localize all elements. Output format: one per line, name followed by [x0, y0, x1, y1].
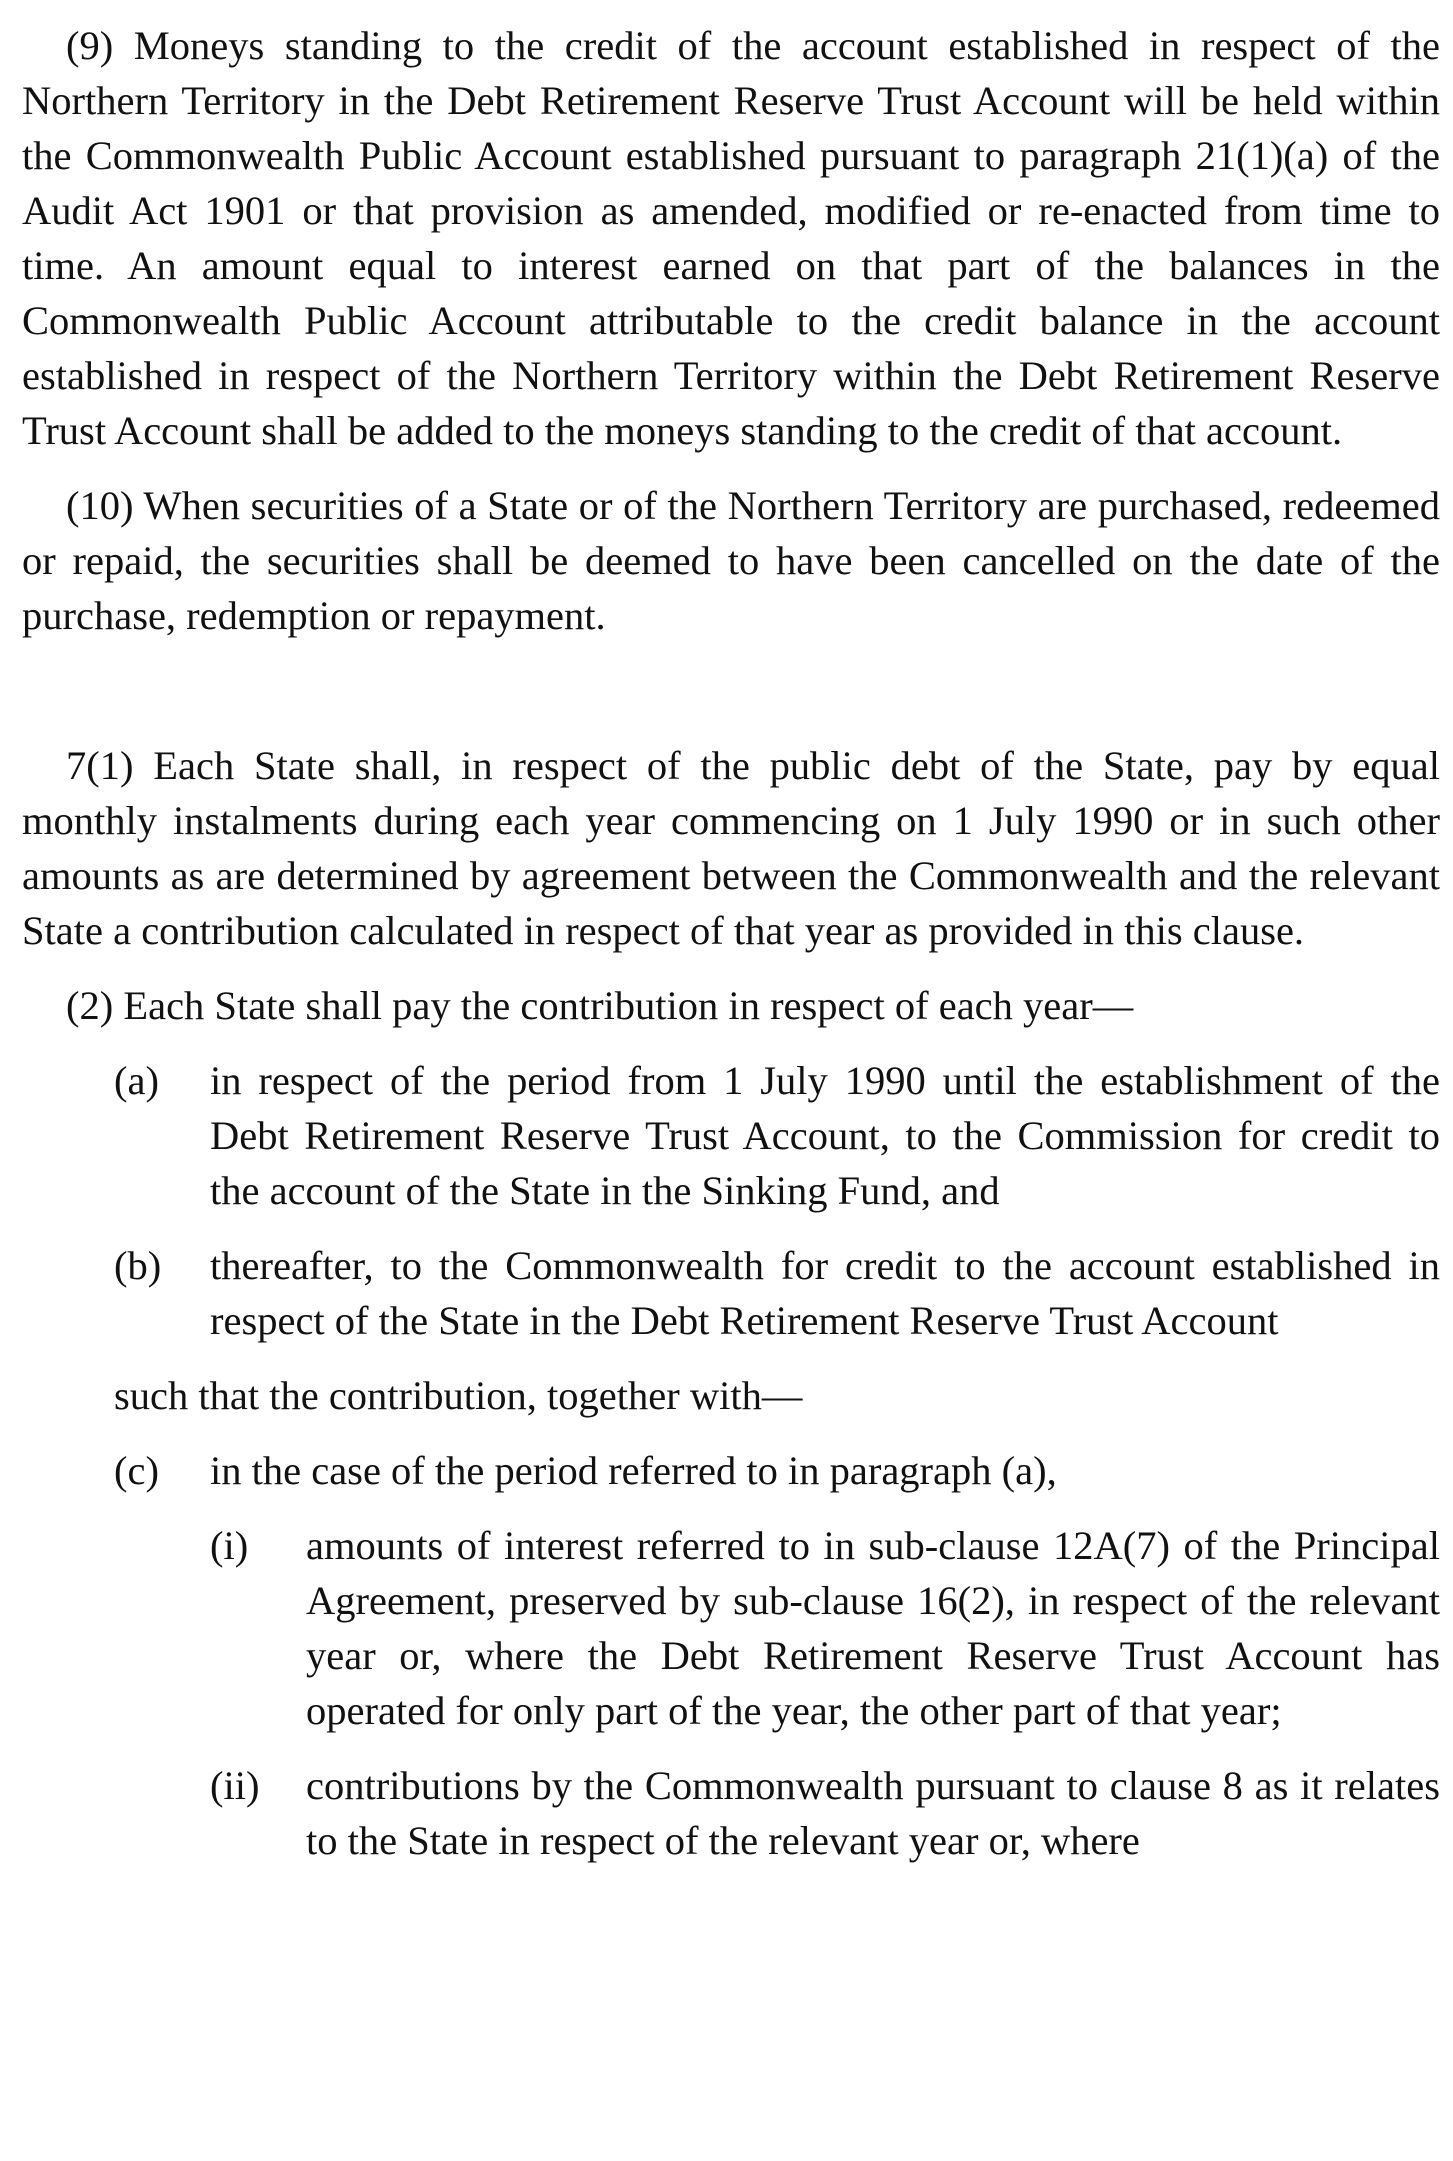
item-c-text: in the case of the period referred to in paragraph (a), — [210, 1448, 1057, 1493]
item-i-label: (i) — [210, 1523, 249, 1568]
item-b-text: thereafter, to the Commonwealth for credit to the account established in respect of the State in the Debt Retirement Reserve Trust Account — [210, 1243, 1440, 1343]
item-b-label: (b) — [114, 1243, 162, 1288]
item-i-text: amounts of interest referred to in sub-clause 12A(7) of the Principal Agreement, preserved by sub-clause 16(2), in respect of the relevant year or, where the Debt Retirement Reserve Trust Account has operated for only part of the year, the other part of that year; — [306, 1523, 1440, 1733]
item-c — [114, 1443, 1440, 1498]
item-ii-label: (ii) — [210, 1763, 260, 1808]
item-ii — [210, 1758, 1440, 1868]
clause-7-2: (2) Each State shall pay the contribution in respect of each year— — [66, 983, 1134, 1028]
paragraph-10: (10) When securities of a State or of the Northern Territory are purchased, redeemed or repaid, the securities shall be deemed to have been cancelled on the date of the purchase, redemption or repayment. — [22, 483, 1440, 638]
item-ii-text: contributions by the Commonwealth pursuant to clause 8 as it relates to the State in respect of the relevant year or, where — [306, 1763, 1440, 1863]
item-c-label: (c) — [114, 1448, 159, 1493]
item-a — [114, 1053, 1440, 1218]
item-b — [114, 1238, 1440, 1348]
lead-in-text: such that the contribution, together with— — [114, 1373, 803, 1418]
paragraph-9: (9) Moneys standing to the credit of the account established in respect of the Northern Territory in the Debt Retirement Reserve Trust Account will be held within the Commonwealth Public Account established pursuant to paragraph 21(1)(a) of the Audit Act 1901 or that provision as amended, modified or re-enacted from time to time. An amount equal to interest earned on that part of the balances in the Commonwealth Public Account attributable to the credit balance in the account established in respect of the Northern Territory within the Debt Retirement Reserve Trust Account shall be added to the moneys standing to the credit of that account. — [22, 23, 1440, 453]
item-a-text: in respect of the period from 1 July 1990 until the establishment of the Debt Retirement Reserve Trust Account, to the Commission for credit to the account of the State in the Sinking Fund, and — [210, 1058, 1440, 1213]
item-a-label: (a) — [114, 1058, 159, 1103]
document-page — [22, 18, 1440, 1868]
clause-7-1: 7(1) Each State shall, in respect of the public debt of the State, pay by equal monthly instalments during each year commencing on 1 July 1990 or in such other amounts as are determined by agreement between the Commonwealth and the relevant State a contribution calculated in respect of that year as provided in this clause. — [22, 743, 1440, 953]
item-i — [210, 1518, 1440, 1738]
